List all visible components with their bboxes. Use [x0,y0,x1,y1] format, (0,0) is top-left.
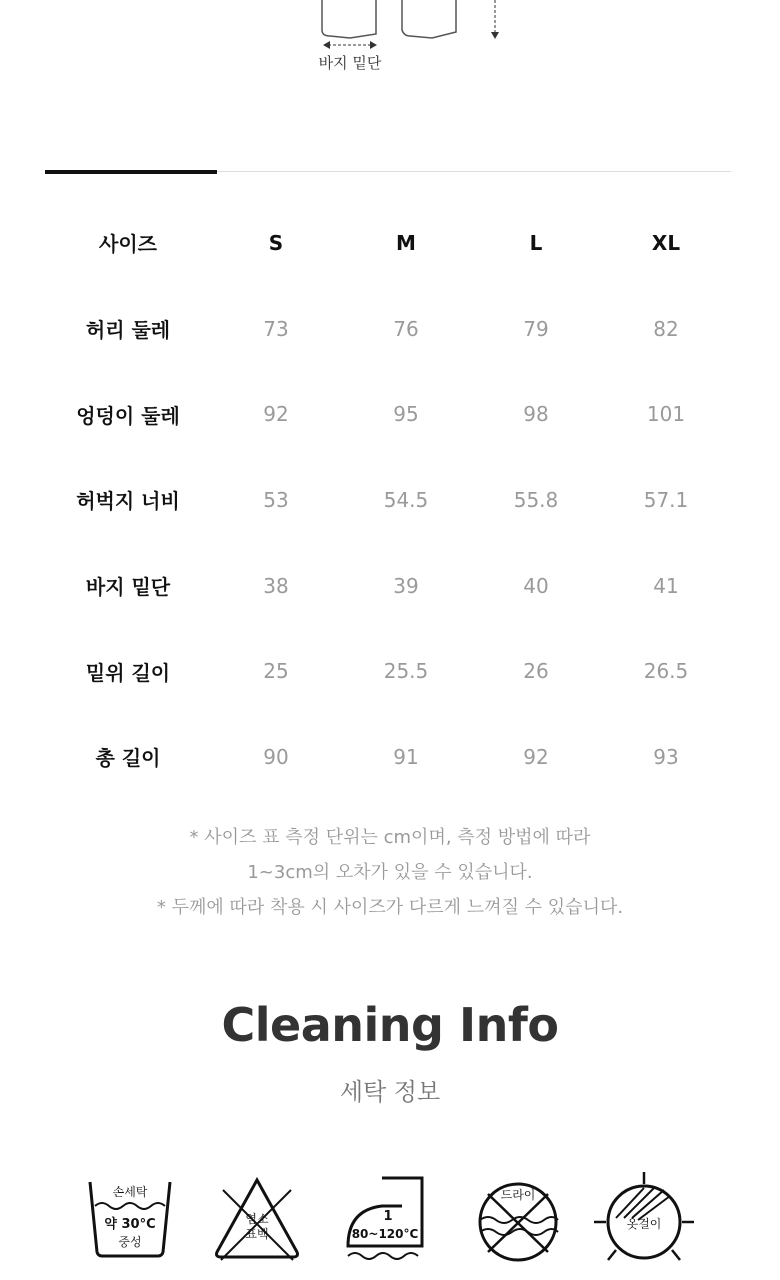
table-row [45,457,731,543]
hand-wash-detergent: 중성 [118,1235,142,1249]
cell-value: 92 [263,402,289,427]
hand-wash-temp: 약 30°C [104,1217,156,1232]
no-dry-clean-icon [468,1168,568,1268]
row-label: 허리 둘레 [85,318,171,343]
size-table-header [45,200,731,286]
cell-value: 26.5 [643,659,689,684]
size-header-m: M [396,230,416,255]
cell-value: 92 [523,744,549,769]
hand-wash-icon [80,1168,180,1268]
cell-value: 41 [653,573,679,598]
no-bleach-icon [207,1168,307,1268]
row-label: 밑위 길이 [85,660,171,685]
row-label: 바지 밑단 [85,575,171,600]
size-notes [0,820,780,925]
iron-temp: 80~120°C [351,1227,419,1241]
cell-value: 54.5 [383,487,429,512]
table-row [45,543,731,629]
cell-value: 93 [653,744,679,769]
size-header-l: L [529,230,543,255]
cell-value: 101 [646,402,686,427]
table-row [45,714,731,800]
table-row [45,286,731,372]
row-label: 총 길이 [95,746,161,771]
cell-value: 25 [263,659,289,684]
cell-value: 91 [393,744,419,769]
cell-value: 39 [393,573,419,598]
note-line: * 두께에 따라 착용 시 사이즈가 다르게 느껴질 수 있습니다. [156,897,624,918]
cell-value: 26 [523,659,549,684]
cell-value: 53 [263,487,289,512]
table-row [45,371,731,457]
size-header-xl: XL [651,230,681,255]
tab-active-bar [45,170,217,174]
cell-value: 98 [523,402,549,427]
size-table [45,200,731,800]
cell-value: 38 [263,573,289,598]
cell-value: 82 [653,316,679,341]
tab-indicator[interactable] [45,170,731,174]
cell-value: 73 [263,316,289,341]
hanger-dry-label: 옷걸이 [626,1217,662,1231]
note-line: 1~3cm의 오차가 있을 수 있습니다. [247,862,533,883]
iron-icon [340,1168,440,1268]
note-line: * 사이즈 표 측정 단위는 cm이며, 측정 방법에 따라 [189,827,591,848]
hand-wash-label: 손세탁 [112,1185,148,1199]
size-header-s: S [268,230,284,255]
cell-value: 57.1 [643,487,689,512]
no-bleach-line1: 염소 [245,1212,269,1226]
cell-value: 79 [523,316,549,341]
size-header-label: 사이즈 [99,232,157,257]
cleaning-info-title: Cleaning Info [221,998,559,1052]
cell-value: 40 [523,573,549,598]
hanger-dry-icon [594,1168,694,1268]
dry-clean-label: 드라이 [500,1188,536,1202]
row-label: 허벅지 너비 [76,489,180,514]
pants-hem-caption: 바지 밑단 [318,54,382,72]
row-label: 엉덩이 둘레 [76,403,180,428]
cell-value: 90 [263,744,289,769]
cleaning-info-subtitle: 세탁 정보 [339,1078,441,1106]
table-row [45,628,731,714]
cell-value: 55.8 [513,487,559,512]
iron-level: 1 [383,1209,393,1224]
cell-value: 95 [393,402,419,427]
no-bleach-line2: 표백 [245,1227,269,1241]
cell-value: 25.5 [383,659,429,684]
cell-value: 76 [393,316,419,341]
